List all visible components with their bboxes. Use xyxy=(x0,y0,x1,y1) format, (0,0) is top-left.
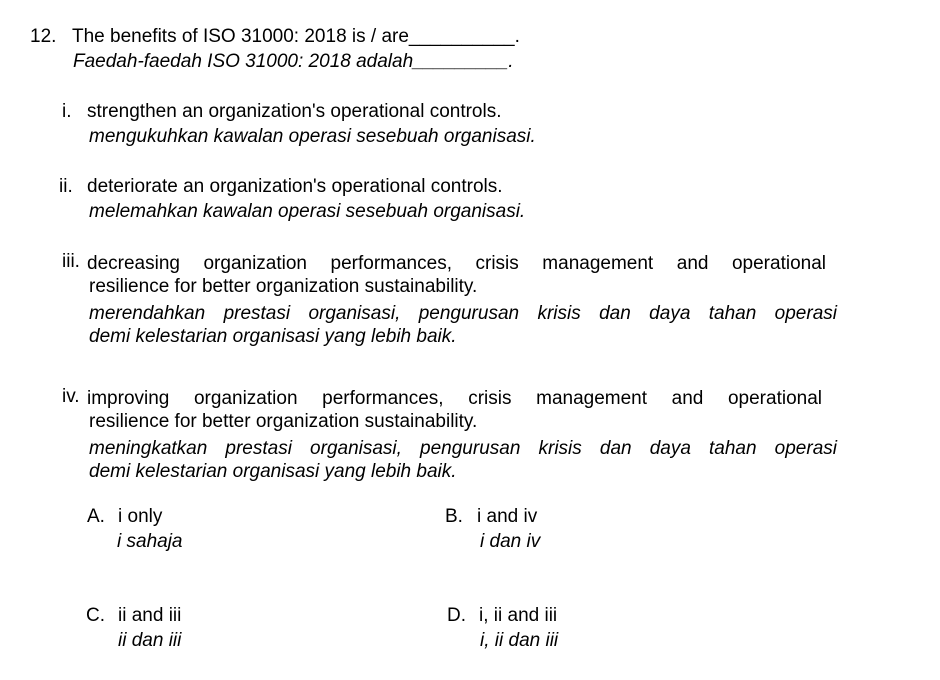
question-stem-en: The benefits of ISO 31000: 2018 is / are__________. xyxy=(72,26,520,47)
option-letter: B. xyxy=(445,506,463,527)
option-label-ms: ii dan iii xyxy=(118,630,182,651)
statement-ms-line: meningkatkan prestasi organisasi, pengurusan krisis dan daya tahan operasi xyxy=(89,438,837,459)
statement-ms-line: demi kelestarian organisasi yang lebih baik. xyxy=(89,326,457,347)
option-label-ms: i, ii dan iii xyxy=(480,630,559,651)
statement-numeral: ii. xyxy=(59,176,73,197)
option-label-en: i only xyxy=(118,506,163,527)
statement-ms-line: merendahkan prestasi organisasi, pengurusan krisis dan daya tahan operasi xyxy=(89,303,837,324)
option-label-ms: i dan iv xyxy=(480,531,541,552)
option-label-en: i, ii and iii xyxy=(479,605,558,626)
question-stem-ms: Faedah-faedah ISO 31000: 2018 adalah_________. xyxy=(73,51,514,72)
option-letter: D. xyxy=(447,605,466,626)
option-label-ms: i sahaja xyxy=(117,531,183,552)
statement-ms-line: mengukuhkan kawalan operasi sesebuah organisasi. xyxy=(89,126,536,147)
statement-ms-line: melemahkan kawalan operasi sesebuah organisasi. xyxy=(89,201,526,222)
statement-numeral: iv. xyxy=(62,386,80,407)
option-label-en: ii and iii xyxy=(118,605,182,626)
statement-en-line: improving organization performances, crisis management and operational xyxy=(87,388,822,409)
statement-en-line: strengthen an organization's operational controls. xyxy=(87,101,502,122)
option-label-en: i and iv xyxy=(477,506,538,527)
question-number: 12. xyxy=(30,26,57,47)
statement-numeral: i. xyxy=(62,101,72,122)
statement-en-line: resilience for better organization sustainability. xyxy=(89,276,478,297)
statement-en-line: decreasing organization performances, crisis management and operational xyxy=(87,253,826,274)
option-letter: C. xyxy=(86,605,105,626)
statement-en-line: resilience for better organization sustainability. xyxy=(89,411,478,432)
statement-ms-line: demi kelestarian organisasi yang lebih baik. xyxy=(89,461,457,482)
statement-numeral: iii. xyxy=(62,251,80,272)
statement-en-line: deteriorate an organization's operational controls. xyxy=(87,176,503,197)
option-letter: A. xyxy=(87,506,105,527)
